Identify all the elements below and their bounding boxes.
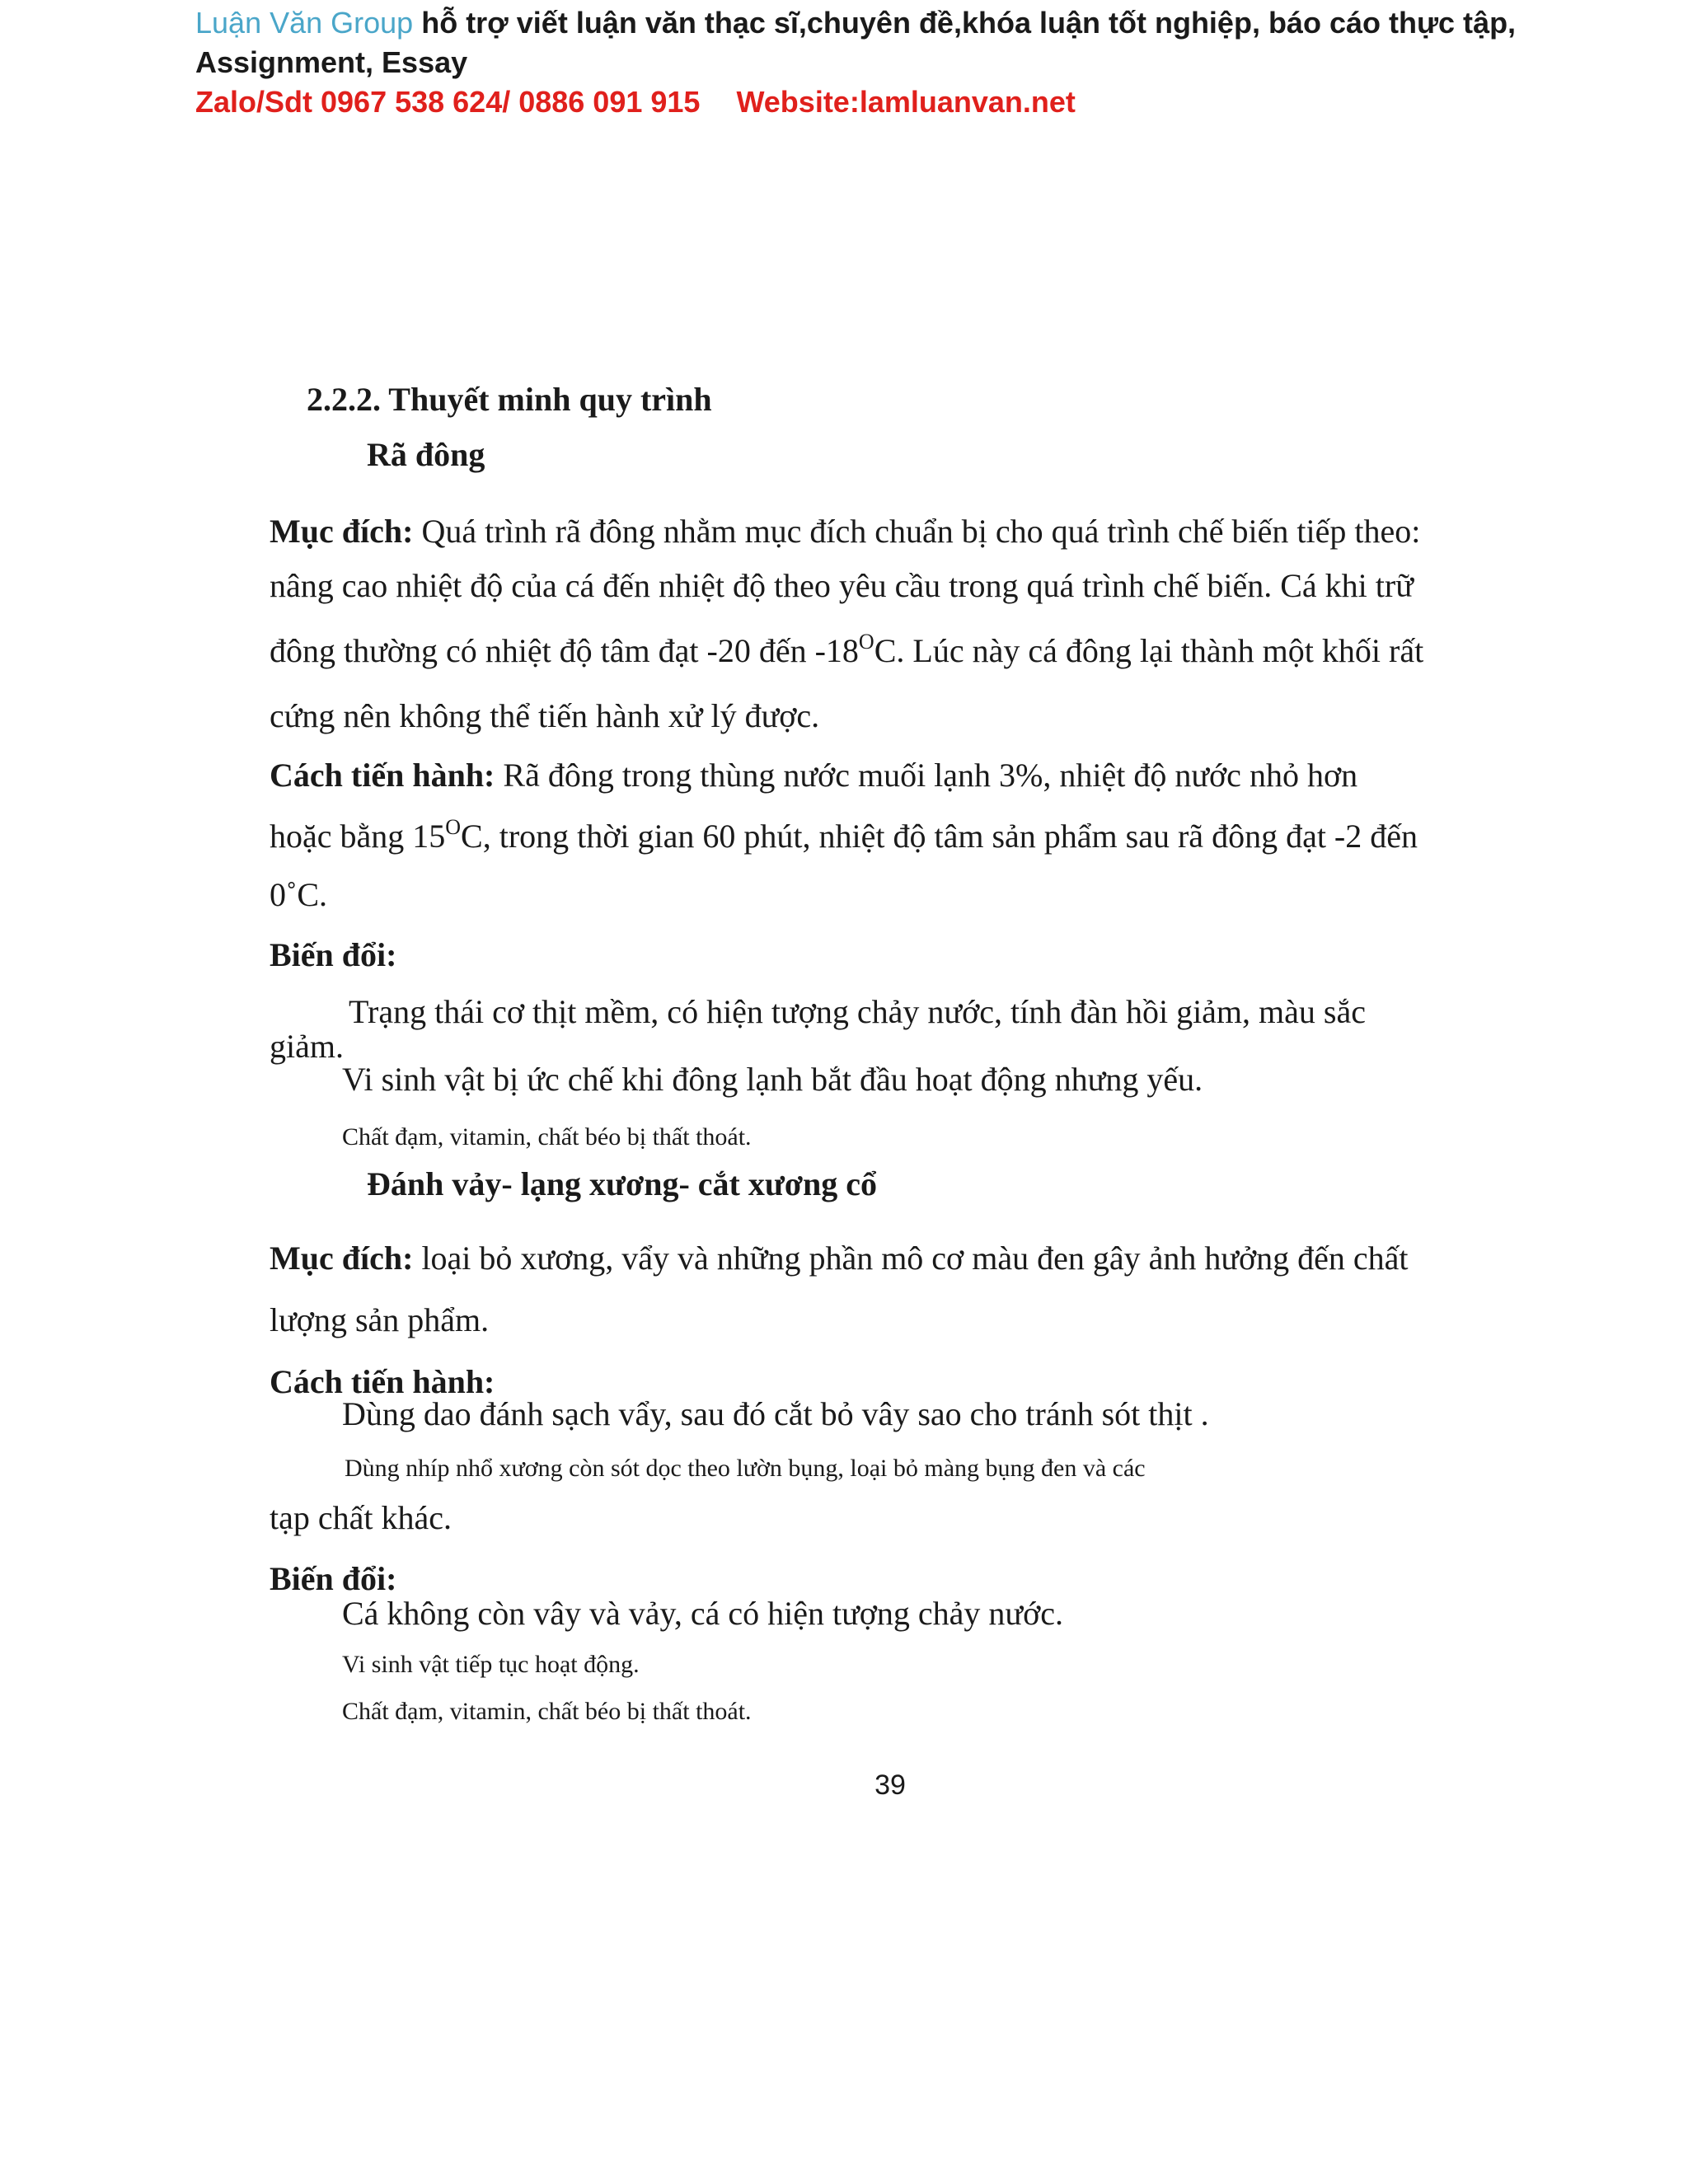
step2-method-line-2: Dùng nhíp nhổ xương còn sót dọc theo lườn bụng, loại bỏ màng bụng đen và các xyxy=(345,1455,1146,1482)
step2-method-line-3: tạp chất khác. xyxy=(270,1499,452,1536)
purpose-label: Mục đích: xyxy=(270,513,414,550)
step2-change-label: Biến đổi: xyxy=(270,1560,397,1597)
contact-phone: Zalo/Sdt 0967 538 624/ 0886 091 915 xyxy=(195,85,701,119)
step1-title: Rã đông xyxy=(367,436,485,473)
step1-change-label: Biến đổi: xyxy=(270,936,397,973)
step1-method-line-3: 0˚C. xyxy=(270,876,327,913)
page-number: 39 xyxy=(874,1769,906,1801)
brand-name: Luận Văn Group xyxy=(195,6,414,40)
step1-purpose-line-1: Mục đích: Quá trình rã đông nhằm mục đích chuẩn bị cho quá trình chế biến tiếp theo: xyxy=(270,513,1421,550)
step2-method-line-1: Dùng dao đánh sạch vẩy, sau đó cắt bỏ vây sao cho tránh sót thịt . xyxy=(342,1395,1209,1432)
section-heading: 2.2.2. Thuyết minh quy trình xyxy=(307,381,712,418)
step1-change-line-1-wrap: giảm. xyxy=(270,1028,344,1065)
step2-change-line-2: Vi sinh vật tiếp tục hoạt động. xyxy=(342,1651,640,1678)
step1-purpose-line-3: đông thường có nhiệt độ tâm đạt -20 đến $-18^OC$. Lúc này cá đông lại thành một khối rất xyxy=(270,630,1424,669)
step2-title: Đánh vảy- lạng xương- cắt xương cổ xyxy=(367,1165,878,1202)
header-line-1 xyxy=(195,3,1516,43)
header-tagline: hỗ trợ viết luận văn thạc sĩ,chuyên đề,khóa luận tốt nghiệp, báo cáo thực tập, xyxy=(413,6,1517,40)
purpose-label: Mục đích: xyxy=(270,1240,414,1277)
step1-purpose-line-2: nâng cao nhiệt độ của cá đến nhiệt độ theo yêu cầu trong quá trình chế biến. Cá khi trữ xyxy=(270,567,1414,604)
step1-purpose-line-4: cứng nên không thể tiến hành xử lý được. xyxy=(270,697,820,734)
method-label: Cách tiến hành: xyxy=(270,757,495,794)
step1-change-line-2: Vi sinh vật bị ức chế khi đông lạnh bắt đầu hoạt động nhưng yếu. xyxy=(342,1061,1203,1098)
header-line-2: Assignment, Essay xyxy=(195,45,468,79)
step1-change-line-3: Chất đạm, vitamin, chất béo bị thất thoát. xyxy=(342,1123,752,1151)
header-contact-line xyxy=(195,82,1076,122)
step1-change-line-1: Trạng thái cơ thịt mềm, có hiện tượng chảy nước, tính đàn hồi giảm, màu sắc xyxy=(349,993,1366,1030)
website-link[interactable]: Website:lamluanvan.net xyxy=(736,85,1076,119)
step2-change-line-3: Chất đạm, vitamin, chất béo bị thất thoát. xyxy=(342,1698,752,1725)
step2-purpose-line-1: Mục đích: loại bỏ xương, vẩy và những phần mô cơ màu đen gây ảnh hưởng đến chất xyxy=(270,1240,1409,1277)
step2-change-line-1: Cá không còn vây và vảy, cá có hiện tượng chảy nước. xyxy=(342,1595,1064,1632)
step1-method-line-1: Cách tiến hành: Rã đông trong thùng nước muối lạnh 3%, nhiệt độ nước nhỏ hơn xyxy=(270,757,1358,794)
step2-method-label: Cách tiến hành: xyxy=(270,1363,495,1400)
step1-method-line-2: hoặc bằng $15^OC$, trong thời gian 60 phút, nhiệt độ tâm sản phẩm sau rã đông đạt -2 đến xyxy=(270,815,1418,855)
step2-purpose-line-2: lượng sản phẩm. xyxy=(270,1301,490,1338)
